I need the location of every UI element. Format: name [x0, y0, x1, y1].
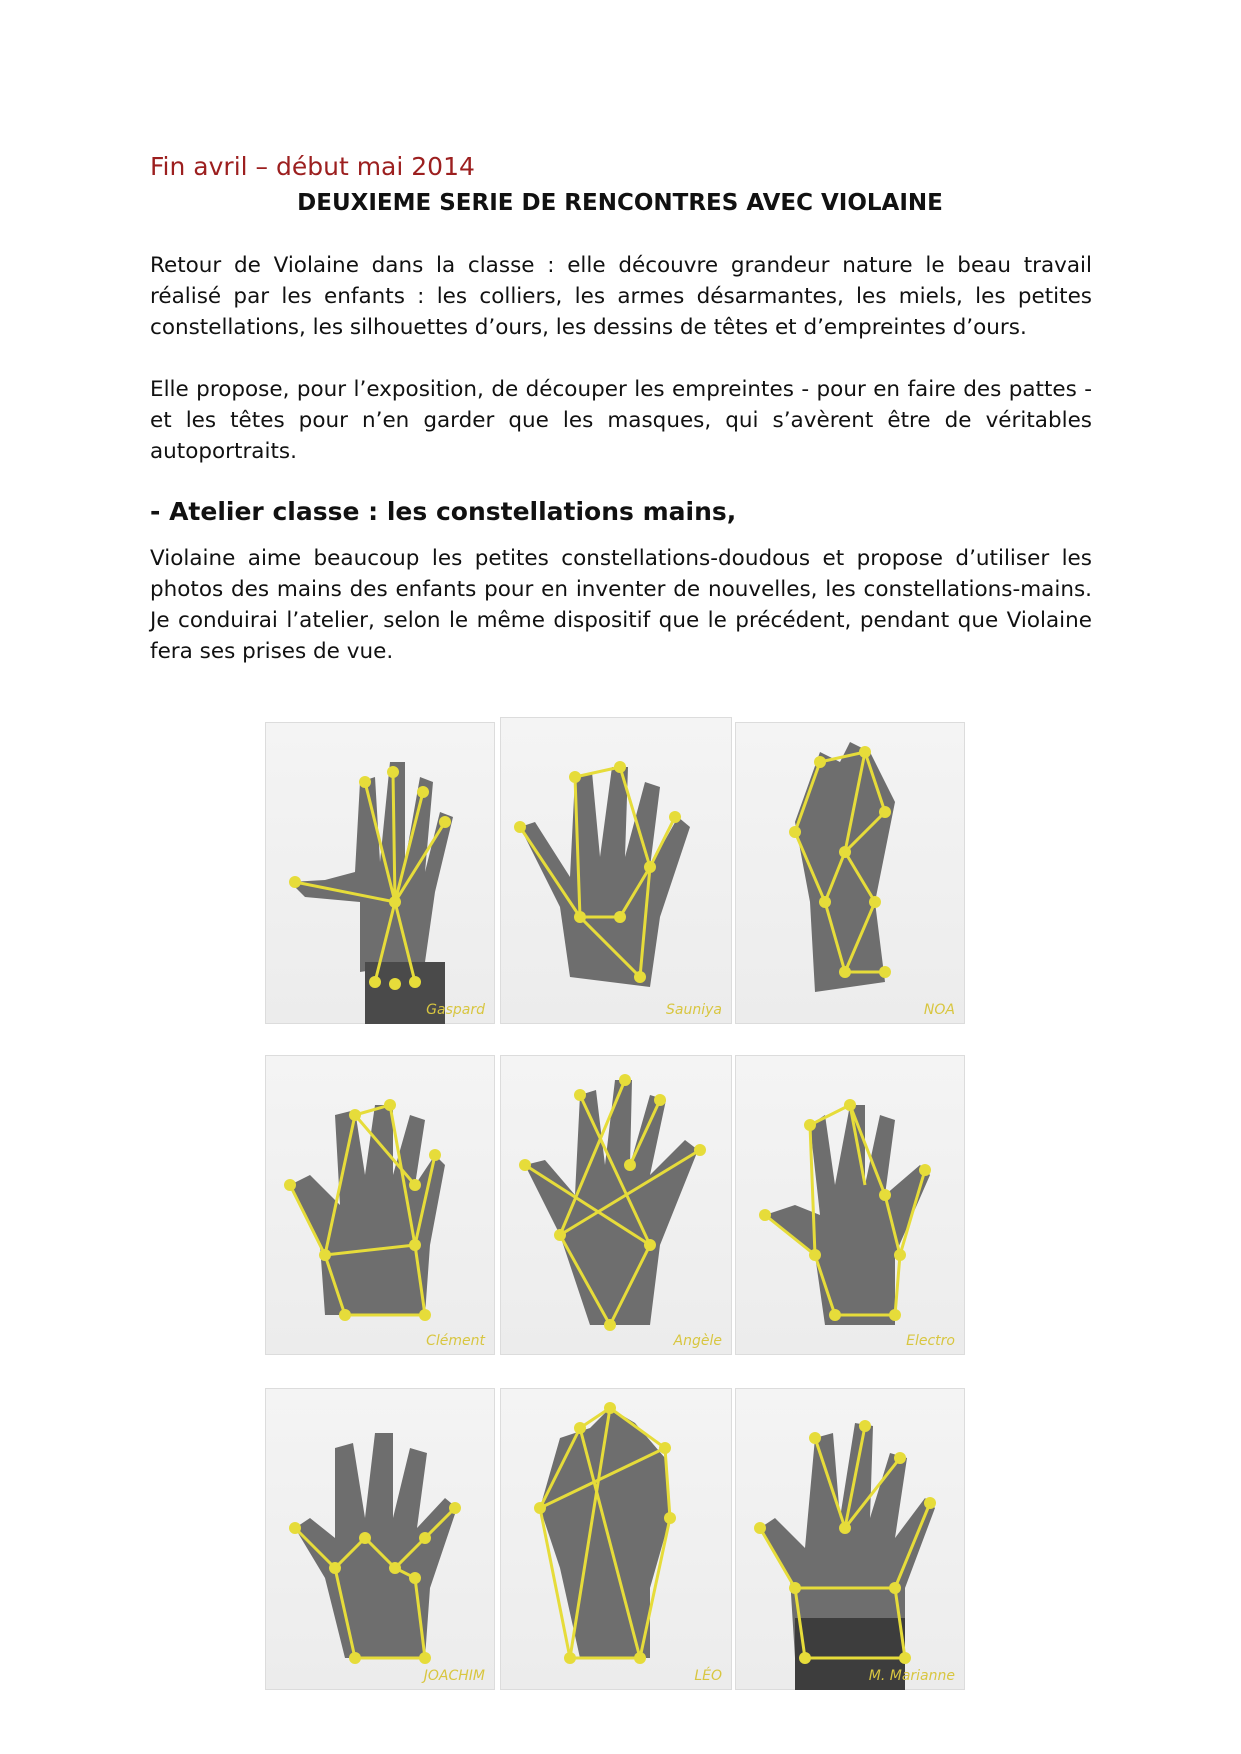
hand-photo — [500, 1388, 732, 1690]
child-name-label: Clément — [426, 1333, 485, 1349]
hand-photo — [735, 1055, 965, 1355]
hand-constellation-image — [735, 1388, 965, 1690]
hand-photo — [265, 1055, 495, 1355]
child-name-label: Gaspard — [426, 1002, 485, 1018]
hand-photo — [265, 1388, 495, 1690]
child-name-label: M. Marianne — [868, 1668, 955, 1684]
hand-photo — [265, 722, 495, 1024]
child-name-label: LÉO — [694, 1668, 722, 1684]
section-title: - Atelier classe : les constellations mains, — [150, 497, 737, 526]
atelier-paragraph: Violaine aime beaucoup les petites constellations-doudous et propose d’utiliser les photos des mains des enfants pour en inventer de nouvelles, les constellations-mains. Je conduirai l’atelier, selon le même dispositif que le précédent, pendant que Violaine fera ses prises de vue. — [150, 546, 1092, 664]
intro-paragraph: Retour de Violaine dans la classe : elle découvre grandeur nature le beau travail réalisé par les enfants : les colliers, les armes désarmantes, les miels, les petites constellations, les silhouettes d’ours, les dessins de têtes et d’empreintes d’ours. — [150, 253, 1092, 340]
proposal-paragraph: Elle propose, pour l’exposition, de découper les empreintes - pour en faire des pattes - et les têtes pour n’en garder que les masques, qui s’avèrent être de véritables autoportraits. — [150, 377, 1092, 464]
hand-constellation-image — [500, 1055, 732, 1355]
hand-photo — [500, 717, 732, 1024]
hand-photo — [500, 1055, 732, 1355]
child-name-label: NOA — [923, 1002, 955, 1018]
document-title: DEUXIEME SERIE DE RENCONTRES AVEC VIOLAINE — [297, 190, 943, 216]
hand-constellation-image — [265, 1055, 495, 1355]
child-name-label: JOACHIM — [423, 1668, 485, 1684]
hand-constellation-image — [265, 722, 495, 1024]
hand-constellation-image — [735, 1055, 965, 1355]
hand-constellation-image — [265, 1388, 495, 1690]
hand-photo — [735, 1388, 965, 1690]
hand-constellation-image — [500, 1388, 732, 1690]
child-name-label: Angèle — [673, 1333, 722, 1349]
hand-constellation-image — [735, 722, 965, 1024]
hand-photo — [735, 722, 965, 1024]
hand-constellation-image — [500, 717, 732, 1024]
date-heading: Fin avril – début mai 2014 — [150, 152, 475, 181]
child-name-label: Sauniya — [666, 1002, 722, 1018]
child-name-label: Electro — [906, 1333, 955, 1349]
